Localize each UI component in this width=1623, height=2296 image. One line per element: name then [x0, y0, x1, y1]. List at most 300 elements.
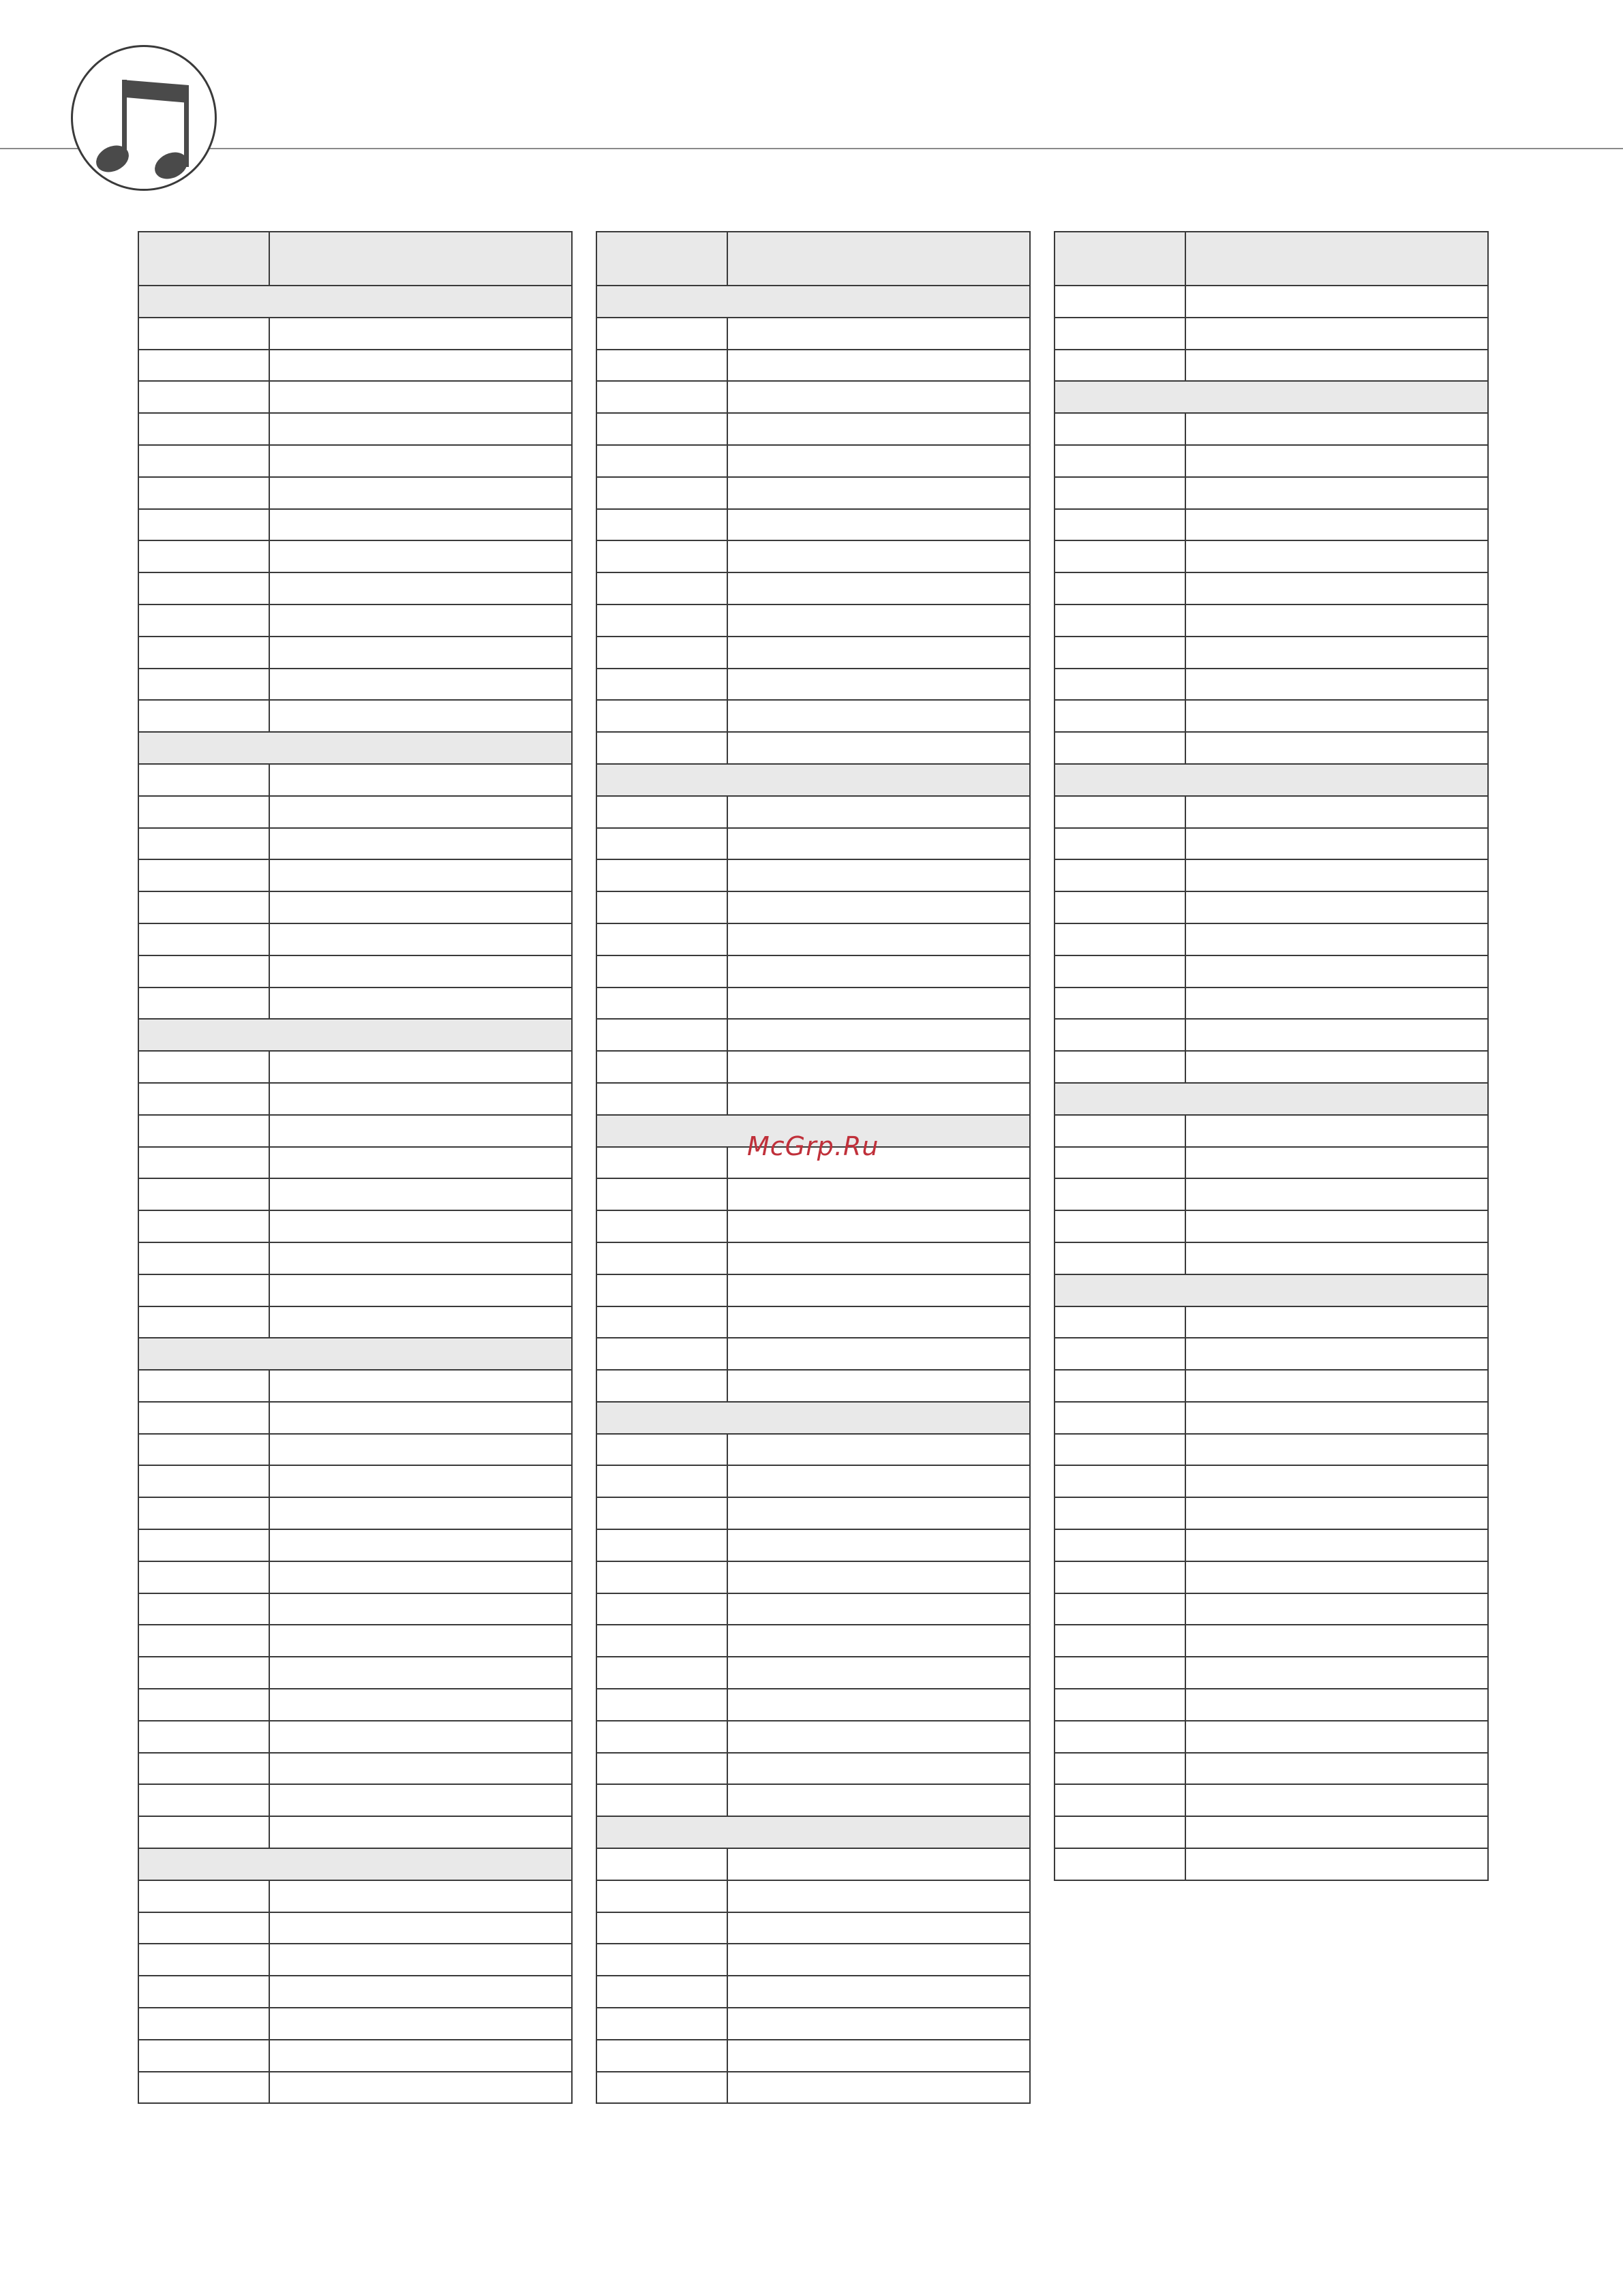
number-cell	[138, 1976, 269, 2008]
number-cell	[138, 1880, 269, 1912]
table-row	[596, 1593, 1030, 1625]
section-header-row	[138, 1848, 572, 1880]
number-cell	[1055, 1721, 1185, 1753]
table-row	[138, 1434, 572, 1466]
table-row	[596, 1944, 1030, 1976]
number-cell	[596, 1912, 727, 1944]
name-cell	[1185, 509, 1488, 541]
number-cell	[596, 1944, 727, 1976]
section-header-row	[138, 732, 572, 764]
name-cell	[727, 1465, 1030, 1497]
number-cell	[1055, 1753, 1185, 1785]
name-cell	[727, 1976, 1030, 2008]
name-cell	[727, 1689, 1030, 1721]
number-cell	[1055, 1848, 1185, 1880]
number-cell	[1055, 1242, 1185, 1274]
table-row	[596, 1912, 1030, 1944]
table-row	[596, 2040, 1030, 2072]
table-row	[1055, 1657, 1488, 1689]
number-cell	[138, 445, 269, 477]
table-row	[138, 1465, 572, 1497]
table-row	[138, 1147, 572, 1179]
name-cell	[269, 1657, 572, 1689]
name-cell	[727, 445, 1030, 477]
number-cell	[596, 350, 727, 382]
name-cell	[727, 1051, 1030, 1083]
number-cell	[138, 1784, 269, 1816]
table-row	[1055, 540, 1488, 572]
table-row	[138, 669, 572, 701]
name-cell	[1185, 1753, 1488, 1785]
table-row	[596, 955, 1030, 988]
number-cell	[1055, 637, 1185, 669]
section-header-cell	[596, 286, 1030, 318]
table-row	[596, 381, 1030, 413]
name-cell	[1185, 1434, 1488, 1466]
table-row	[596, 1625, 1030, 1657]
name-cell	[727, 1880, 1030, 1912]
number-cell	[138, 1115, 269, 1147]
table-row	[138, 1689, 572, 1721]
number-cell	[1055, 604, 1185, 637]
table-row	[1055, 859, 1488, 891]
table-row	[596, 1529, 1030, 1561]
name-cell	[727, 572, 1030, 604]
name-cell	[727, 540, 1030, 572]
number-cell	[138, 923, 269, 955]
section-header-cell	[596, 1816, 1030, 1848]
table-row	[596, 1561, 1030, 1593]
table-row	[1055, 1434, 1488, 1466]
table-row	[138, 2040, 572, 2072]
name-cell	[269, 764, 572, 796]
table-row	[596, 637, 1030, 669]
number-cell	[138, 1210, 269, 1242]
number-cell	[138, 955, 269, 988]
number-cell	[138, 1147, 269, 1179]
number-cell	[596, 509, 727, 541]
table-row	[138, 1625, 572, 1657]
table-row	[138, 1051, 572, 1083]
number-cell	[138, 1370, 269, 1402]
number-cell	[138, 764, 269, 796]
number-cell	[1055, 1689, 1185, 1721]
table-row	[1055, 923, 1488, 955]
table-row	[596, 2072, 1030, 2104]
section-header-row	[138, 1338, 572, 1370]
section-header-cell	[138, 1338, 572, 1370]
number-cell	[1055, 1306, 1185, 1338]
table-row	[1055, 1147, 1488, 1179]
name-cell	[269, 1306, 572, 1338]
number-cell	[1055, 286, 1185, 318]
table-row	[596, 1721, 1030, 1753]
name-cell	[1185, 1816, 1488, 1848]
table-row	[1055, 1561, 1488, 1593]
name-cell	[269, 1944, 572, 1976]
name-cell	[269, 413, 572, 445]
table-row	[1055, 1178, 1488, 1210]
name-cell	[727, 2072, 1030, 2104]
table-header-cell	[1185, 232, 1488, 286]
name-cell	[1185, 1019, 1488, 1051]
name-cell	[269, 1370, 572, 1402]
number-cell	[1055, 1402, 1185, 1434]
section-header-row	[596, 1816, 1030, 1848]
table-row	[596, 2008, 1030, 2040]
number-cell	[1055, 1434, 1185, 1466]
table-row	[1055, 318, 1488, 350]
table-row	[1055, 828, 1488, 860]
name-cell	[1185, 955, 1488, 988]
name-cell	[1185, 1115, 1488, 1147]
name-cell	[727, 1625, 1030, 1657]
number-cell	[596, 891, 727, 923]
table-row	[138, 1816, 572, 1848]
number-cell	[1055, 1210, 1185, 1242]
number-cell	[1055, 828, 1185, 860]
name-cell	[269, 1816, 572, 1848]
table-row	[1055, 669, 1488, 701]
name-cell	[1185, 1625, 1488, 1657]
table-row	[138, 859, 572, 891]
table-row	[1055, 732, 1488, 764]
table-row	[596, 604, 1030, 637]
number-cell	[138, 477, 269, 509]
table-row	[596, 923, 1030, 955]
table-row	[596, 732, 1030, 764]
section-header-row	[1055, 1083, 1488, 1115]
number-cell	[596, 1147, 727, 1179]
section-header-cell	[138, 1019, 572, 1051]
number-cell	[1055, 955, 1185, 988]
name-cell	[1185, 1402, 1488, 1434]
table-row	[1055, 891, 1488, 923]
table-row	[1055, 1753, 1488, 1785]
number-cell	[138, 1561, 269, 1593]
number-cell	[1055, 1019, 1185, 1051]
table-row	[596, 1689, 1030, 1721]
table-row	[138, 1561, 572, 1593]
number-cell	[138, 891, 269, 923]
table-row	[138, 1976, 572, 2008]
name-cell	[269, 1051, 572, 1083]
table-row	[596, 540, 1030, 572]
table-row	[138, 891, 572, 923]
name-cell	[727, 1657, 1030, 1689]
name-cell	[1185, 1593, 1488, 1625]
table-header-cell	[596, 232, 727, 286]
table-row	[1055, 1721, 1488, 1753]
number-cell	[1055, 540, 1185, 572]
name-cell	[269, 1753, 572, 1785]
table-row	[596, 1434, 1030, 1466]
number-cell	[138, 413, 269, 445]
number-cell	[596, 1497, 727, 1529]
table-row	[596, 796, 1030, 828]
table-row	[1055, 796, 1488, 828]
number-cell	[1055, 1370, 1185, 1402]
name-cell	[269, 1274, 572, 1306]
number-cell	[596, 572, 727, 604]
number-cell	[596, 1434, 727, 1466]
name-cell	[269, 1976, 572, 2008]
name-cell	[727, 1338, 1030, 1370]
name-cell	[269, 1210, 572, 1242]
table-row	[596, 1178, 1030, 1210]
table-row	[138, 381, 572, 413]
number-cell	[596, 1753, 727, 1785]
number-cell	[1055, 1465, 1185, 1497]
name-cell	[1185, 1210, 1488, 1242]
music-note-icon	[71, 45, 217, 191]
name-cell	[269, 828, 572, 860]
table-row	[138, 955, 572, 988]
table-row	[1055, 1529, 1488, 1561]
table-row	[596, 1848, 1030, 1880]
number-cell	[1055, 413, 1185, 445]
number-cell	[1055, 1593, 1185, 1625]
table-row	[596, 1880, 1030, 1912]
name-cell	[727, 2008, 1030, 2040]
section-header-row	[138, 1019, 572, 1051]
table-row	[138, 445, 572, 477]
number-cell	[138, 1274, 269, 1306]
number-cell	[596, 2072, 727, 2104]
table-row	[1055, 1051, 1488, 1083]
table-row	[138, 1593, 572, 1625]
number-cell	[1055, 1051, 1185, 1083]
name-cell	[1185, 1721, 1488, 1753]
number-cell	[138, 1402, 269, 1434]
number-cell	[596, 796, 727, 828]
table-row	[138, 1402, 572, 1434]
number-cell	[596, 1465, 727, 1497]
number-cell	[138, 1497, 269, 1529]
table-row	[138, 1880, 572, 1912]
name-cell	[269, 1115, 572, 1147]
number-cell	[1055, 700, 1185, 732]
section-header-row	[596, 286, 1030, 318]
name-cell	[269, 637, 572, 669]
section-header-row	[1055, 1274, 1488, 1306]
number-cell	[138, 1689, 269, 1721]
table-header-row	[138, 232, 572, 286]
table-row	[1055, 1210, 1488, 1242]
name-cell	[269, 891, 572, 923]
name-cell	[1185, 1338, 1488, 1370]
table-row	[1055, 1625, 1488, 1657]
table-row	[596, 1306, 1030, 1338]
number-cell	[596, 381, 727, 413]
name-cell	[1185, 828, 1488, 860]
name-cell	[727, 1497, 1030, 1529]
name-cell	[1185, 477, 1488, 509]
table-row	[1055, 955, 1488, 988]
name-cell	[727, 955, 1030, 988]
number-cell	[1055, 923, 1185, 955]
name-cell	[727, 669, 1030, 701]
data-table-middle	[596, 231, 1031, 2104]
table-row	[596, 859, 1030, 891]
number-cell	[596, 1529, 727, 1561]
name-cell	[1185, 1784, 1488, 1816]
section-header-cell	[138, 286, 572, 318]
table-row	[138, 413, 572, 445]
section-header-cell	[138, 1848, 572, 1880]
number-cell	[138, 828, 269, 860]
number-cell	[1055, 1338, 1185, 1370]
number-cell	[138, 796, 269, 828]
table-row	[1055, 1497, 1488, 1529]
number-cell	[1055, 1784, 1185, 1816]
table-row	[1055, 1338, 1488, 1370]
name-cell	[1185, 923, 1488, 955]
section-header-cell	[596, 764, 1030, 796]
table-row	[596, 1019, 1030, 1051]
name-cell	[269, 1689, 572, 1721]
number-cell	[138, 1306, 269, 1338]
name-cell	[1185, 604, 1488, 637]
table-row	[138, 477, 572, 509]
number-cell	[596, 1657, 727, 1689]
number-cell	[138, 2072, 269, 2104]
table-row	[596, 1274, 1030, 1306]
number-cell	[138, 2040, 269, 2072]
number-cell	[138, 509, 269, 541]
table-row	[596, 1338, 1030, 1370]
name-cell	[1185, 988, 1488, 1020]
name-cell	[269, 1529, 572, 1561]
name-cell	[1185, 669, 1488, 701]
table-row	[596, 988, 1030, 1020]
name-cell	[269, 2040, 572, 2072]
name-cell	[269, 700, 572, 732]
number-cell	[1055, 477, 1185, 509]
table-row	[138, 1274, 572, 1306]
number-cell	[138, 700, 269, 732]
table-header-cell	[138, 232, 269, 286]
table-header-cell	[1055, 232, 1185, 286]
table-row	[138, 1912, 572, 1944]
number-cell	[596, 923, 727, 955]
name-cell	[1185, 350, 1488, 382]
number-cell	[138, 1912, 269, 1944]
name-cell	[727, 1721, 1030, 1753]
table-row	[596, 509, 1030, 541]
name-cell	[1185, 700, 1488, 732]
table-row	[596, 413, 1030, 445]
table-row	[1055, 988, 1488, 1020]
name-cell	[727, 1529, 1030, 1561]
number-cell	[138, 1529, 269, 1561]
number-cell	[596, 1274, 727, 1306]
name-cell	[727, 1912, 1030, 1944]
table-row	[1055, 509, 1488, 541]
name-cell	[1185, 318, 1488, 350]
table-row	[1055, 1465, 1488, 1497]
number-cell	[1055, 350, 1185, 382]
table-header-cell	[727, 232, 1030, 286]
name-cell	[269, 1880, 572, 1912]
table-row	[596, 1210, 1030, 1242]
table-row	[138, 637, 572, 669]
name-cell	[269, 1434, 572, 1466]
table-row	[138, 796, 572, 828]
number-cell	[138, 1178, 269, 1210]
table-row	[596, 572, 1030, 604]
name-cell	[727, 1561, 1030, 1593]
table-row	[138, 540, 572, 572]
name-cell	[269, 540, 572, 572]
name-cell	[269, 1497, 572, 1529]
number-cell	[1055, 891, 1185, 923]
name-cell	[1185, 859, 1488, 891]
table-row	[138, 1210, 572, 1242]
number-cell	[596, 1370, 727, 1402]
name-cell	[727, 509, 1030, 541]
name-cell	[727, 350, 1030, 382]
table-row	[138, 572, 572, 604]
table-row	[138, 1753, 572, 1785]
number-cell	[138, 1753, 269, 1785]
section-header-row	[1055, 381, 1488, 413]
name-cell	[727, 700, 1030, 732]
name-cell	[1185, 1529, 1488, 1561]
number-cell	[138, 1465, 269, 1497]
table-row	[138, 2072, 572, 2104]
table-row	[138, 1529, 572, 1561]
number-cell	[596, 1306, 727, 1338]
table-row	[596, 1370, 1030, 1402]
table-row	[1055, 1370, 1488, 1402]
table-row	[138, 923, 572, 955]
section-header-cell	[1055, 381, 1488, 413]
name-cell	[1185, 1051, 1488, 1083]
table-row	[1055, 1242, 1488, 1274]
number-cell	[596, 955, 727, 988]
name-cell	[727, 1848, 1030, 1880]
table-row	[1055, 1402, 1488, 1434]
table-row	[596, 1497, 1030, 1529]
number-cell	[596, 828, 727, 860]
number-cell	[596, 1242, 727, 1274]
number-cell	[1055, 445, 1185, 477]
number-cell	[138, 1593, 269, 1625]
name-cell	[727, 1784, 1030, 1816]
name-cell	[269, 604, 572, 637]
name-cell	[269, 350, 572, 382]
table-row	[138, 1944, 572, 1976]
name-cell	[1185, 1306, 1488, 1338]
name-cell	[269, 1402, 572, 1434]
table-header-cell	[269, 232, 572, 286]
name-cell	[1185, 1465, 1488, 1497]
table-row	[138, 1115, 572, 1147]
name-cell	[727, 1019, 1030, 1051]
name-cell	[269, 381, 572, 413]
number-cell	[596, 604, 727, 637]
number-cell	[596, 2008, 727, 2040]
table-row	[596, 1465, 1030, 1497]
name-cell	[1185, 796, 1488, 828]
number-cell	[596, 1561, 727, 1593]
name-cell	[269, 477, 572, 509]
table-row	[596, 477, 1030, 509]
number-cell	[596, 1338, 727, 1370]
table-row	[138, 764, 572, 796]
name-cell	[727, 859, 1030, 891]
